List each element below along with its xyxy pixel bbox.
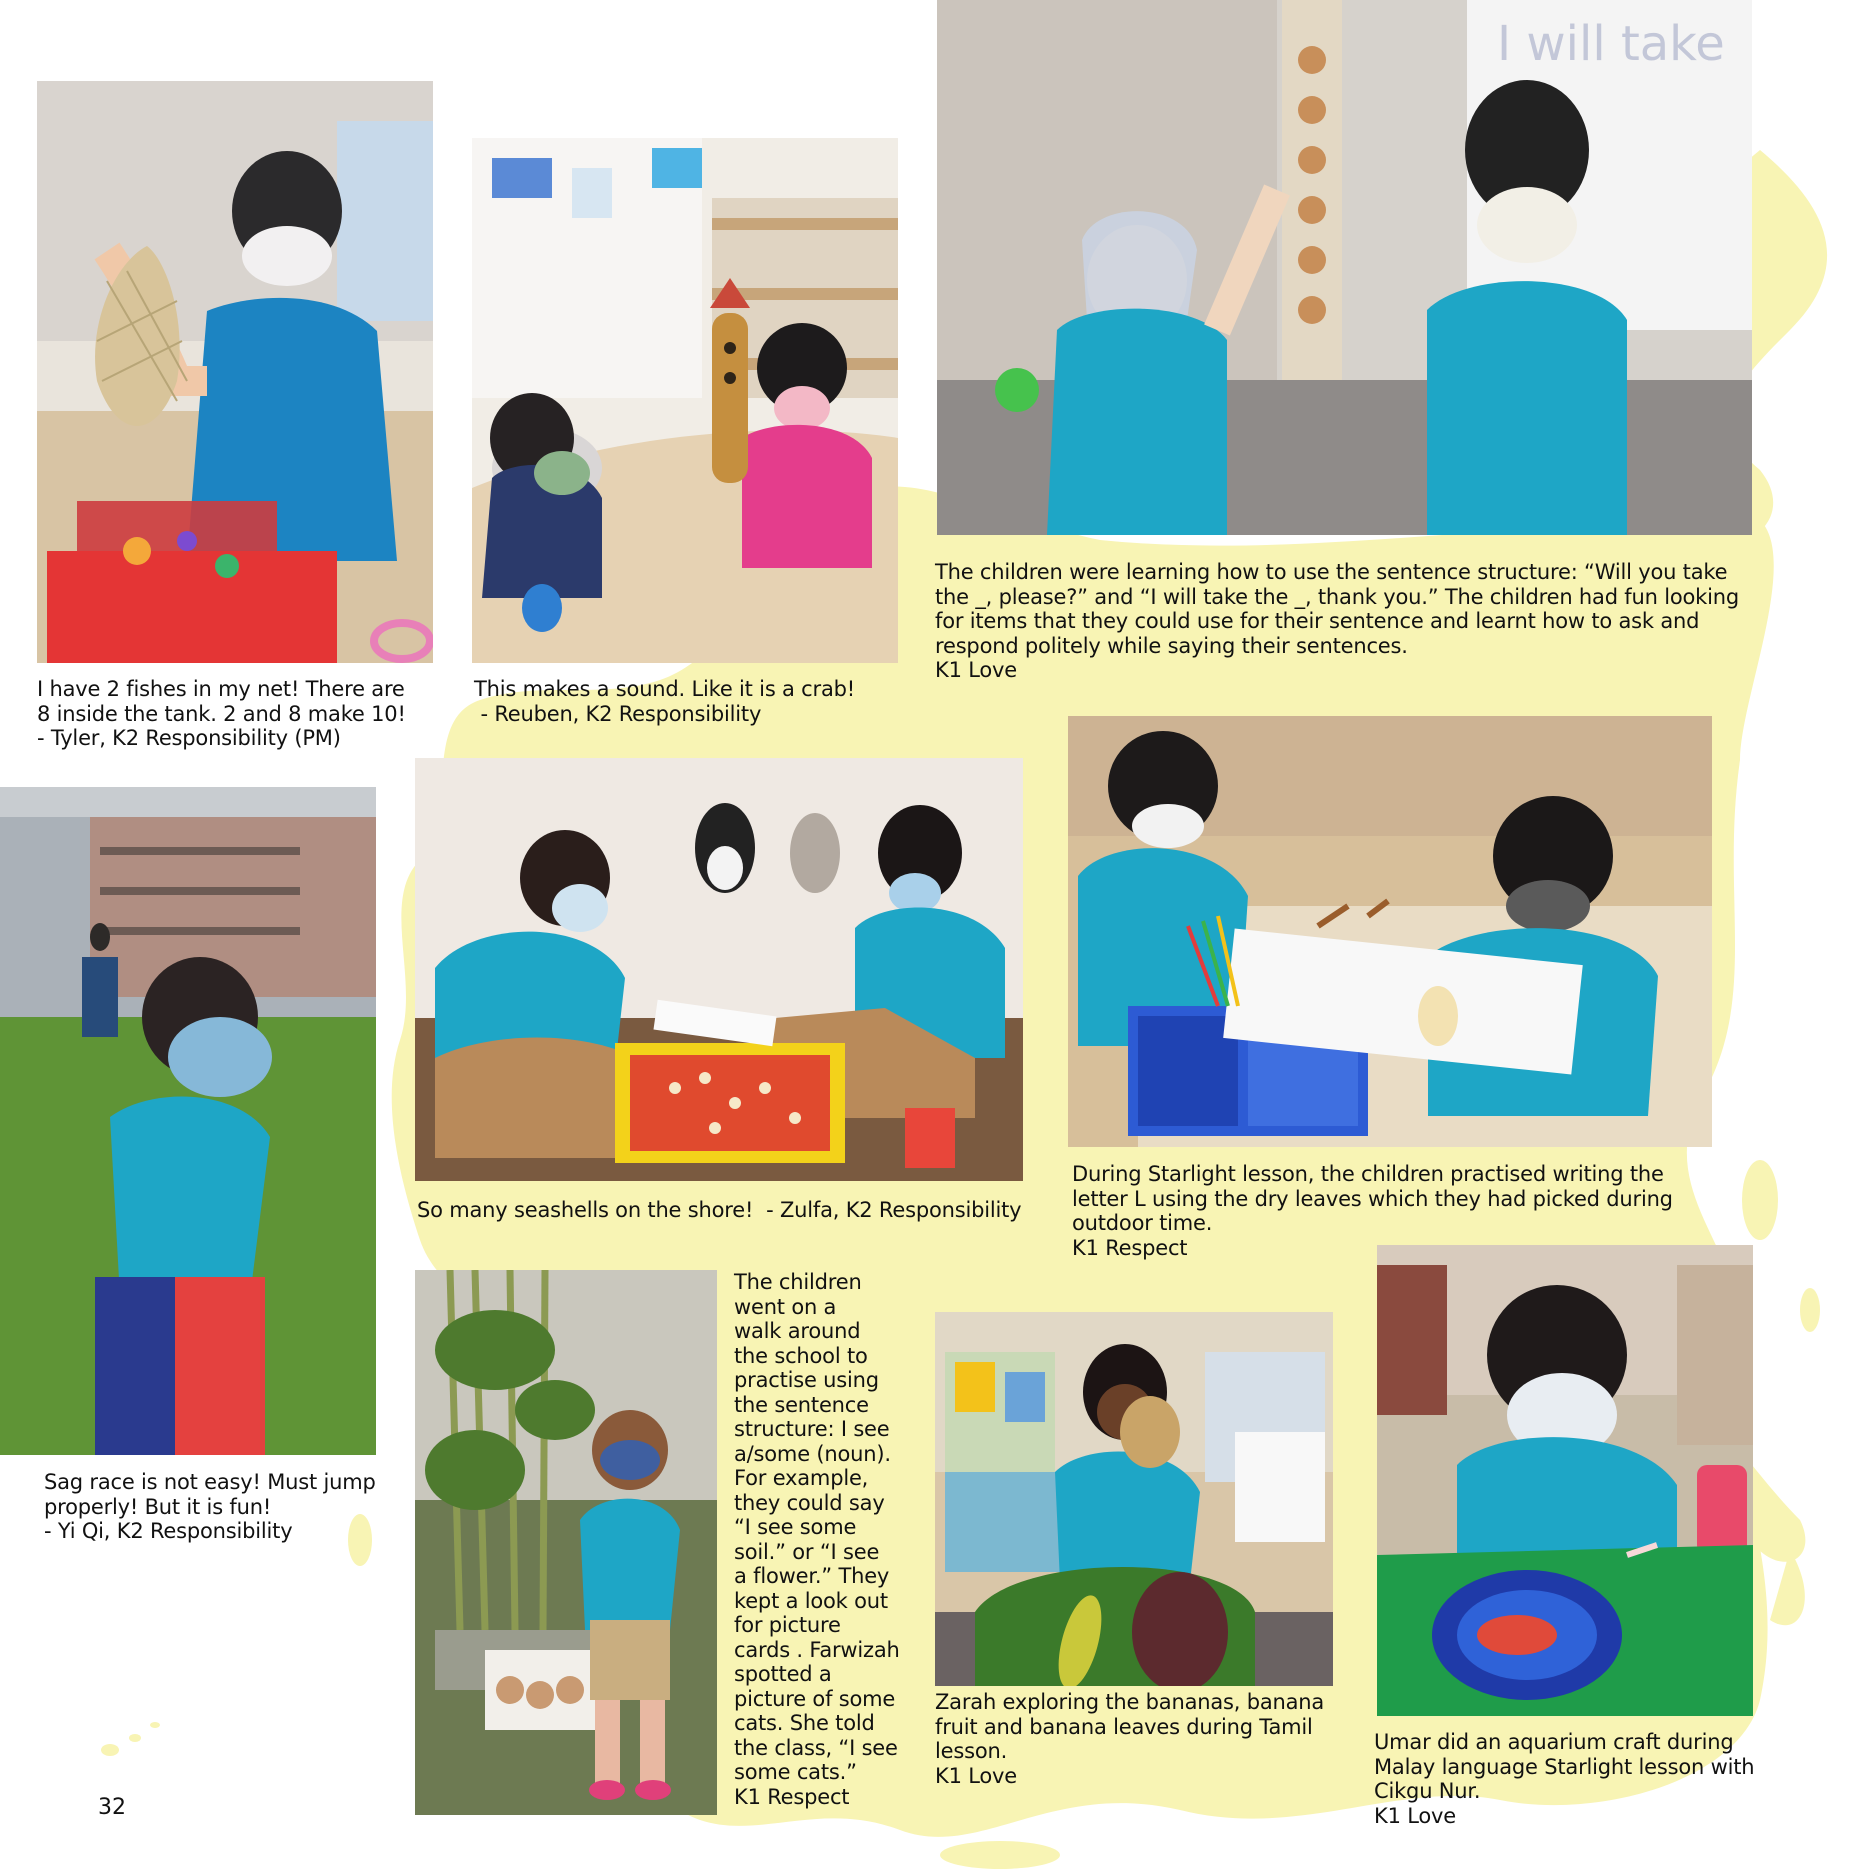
caption-line: Zarah exploring the bananas, banana <box>935 1690 1325 1714</box>
caption-line: for items that they could use for their sentence and learnt how to ask and <box>935 609 1700 633</box>
caption-yiqi <box>44 1470 376 1544</box>
caption-line: the school to <box>734 1343 868 1368</box>
caption-line: During Starlight lesson, the children practised writing the <box>1072 1162 1664 1186</box>
caption-line: a flower.” They <box>734 1564 890 1588</box>
caption-line: some cats.” <box>734 1760 857 1784</box>
caption-line: kept a look out <box>734 1588 888 1613</box>
caption-line: “I see some <box>734 1515 857 1539</box>
caption-umar <box>1374 1730 1754 1828</box>
caption-line: cats. She told <box>734 1711 875 1735</box>
caption-line: K1 Love <box>935 658 1017 682</box>
caption-line: for picture <box>734 1613 841 1637</box>
caption-line: cards . Farwizah <box>734 1637 900 1662</box>
caption-line: Cikgu Nur. <box>1374 1779 1481 1803</box>
caption-line: Sag race is not easy! Must jump <box>44 1470 376 1494</box>
photo-umar-aquarium <box>1377 1245 1753 1716</box>
caption-letter-l <box>1072 1162 1673 1260</box>
caption-line: K1 Love <box>935 1763 1017 1788</box>
caption-reuben <box>474 677 855 726</box>
caption-line: - Reuben, K2 Responsibility <box>474 701 762 726</box>
caption-line: fruit and banana leaves during Tamil <box>935 1714 1313 1739</box>
svg-text:I will take: I will take <box>1497 16 1725 72</box>
photo-zulfa-seashells <box>415 758 1023 1181</box>
caption-zulfa <box>417 1198 1021 1223</box>
caption-line: K1 Respect <box>734 1784 850 1809</box>
caption-line: picture of some <box>734 1686 896 1711</box>
caption-line: they could say <box>734 1490 885 1515</box>
caption-line: walk around <box>734 1319 861 1343</box>
page-number: 32 <box>98 1795 126 1820</box>
caption-line: The children <box>734 1270 862 1294</box>
caption-line: practise using <box>734 1368 879 1392</box>
photo-walk-around-school <box>415 1270 717 1815</box>
photo-zarah-bananas <box>935 1312 1333 1686</box>
photo-yiqi-sack-race <box>0 787 376 1455</box>
caption-line: - Yi Qi, K2 Responsibility <box>44 1519 293 1543</box>
caption-zarah <box>935 1690 1324 1788</box>
caption-line: - Tyler, K2 Responsibility (PM) <box>37 726 341 750</box>
caption-line: respond politely while saying their sentences. <box>935 633 1408 658</box>
caption-line: This makes a sound. Like it is a crab! <box>474 677 855 701</box>
caption-line: spotted a <box>734 1662 832 1686</box>
photo-reuben-crab-instrument <box>472 138 898 663</box>
caption-line: letter L using the dry leaves which they had picked during <box>1072 1186 1673 1211</box>
caption-line: Umar did an aquarium craft during <box>1374 1730 1734 1754</box>
caption-line: 8 inside the tank. 2 and 8 make 10! <box>37 701 406 726</box>
caption-line: the sentence <box>734 1392 869 1417</box>
caption-line: structure: I see <box>734 1417 890 1441</box>
caption-line: the _, please?” and “I will take the _, thank you.” The children had fun looking <box>935 584 1739 609</box>
caption-line: soil.” or “I see <box>734 1539 880 1564</box>
caption-line: the class, “I see <box>734 1735 898 1760</box>
caption-line: For example, <box>734 1466 869 1490</box>
caption-line: I have 2 fishes in my net! There are <box>37 677 405 701</box>
photo-sentence-structure <box>937 0 1752 535</box>
caption-walk-around <box>734 1270 900 1809</box>
photo-tyler-fish-net <box>37 81 433 663</box>
caption-tyler <box>37 677 406 751</box>
caption-line: Malay language Starlight lesson with <box>1374 1754 1755 1779</box>
caption-line: went on a <box>734 1294 837 1319</box>
caption-line: properly! But it is fun! <box>44 1494 272 1519</box>
caption-line: outdoor time. <box>1072 1211 1213 1235</box>
photo-letter-l-leaves <box>1068 716 1712 1147</box>
caption-line: So many seashells on the shore! - Zulfa, K2 Responsibility <box>417 1198 1022 1222</box>
caption-line: lesson. <box>935 1739 1008 1763</box>
caption-line: The children were learning how to use the sentence structure: “Will you take <box>935 560 1728 584</box>
caption-line: K1 Love <box>1374 1803 1456 1828</box>
caption-line: K1 Respect <box>1072 1235 1188 1260</box>
caption-line: a/some (noun). <box>734 1441 891 1466</box>
caption-sentence-structure <box>935 560 1739 683</box>
